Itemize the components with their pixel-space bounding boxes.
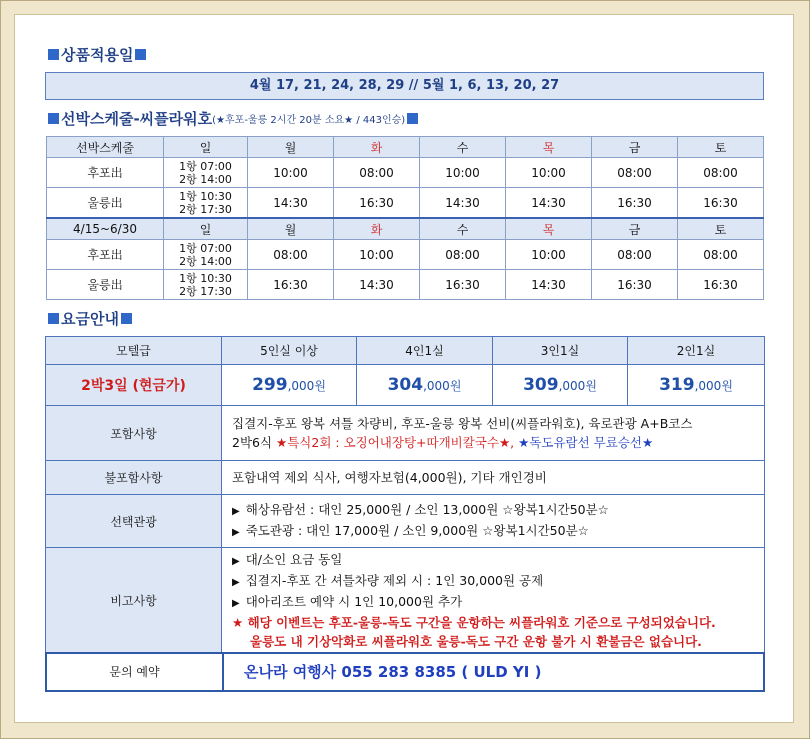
- header-cell: 토: [678, 137, 764, 158]
- price-main: 304: [387, 375, 424, 395]
- trip-times: [164, 270, 248, 300]
- included-line: 집결지-후포 왕복 셔틀 차량비, 후포-울릉 왕복 선비(씨플라워호), 육로관광 A+B코스: [232, 416, 693, 431]
- list-item: [232, 521, 754, 542]
- time-cell: 08:00: [420, 240, 506, 270]
- section-note: (★후포-울릉 2시간 20분 소요★ / 443인승): [212, 115, 406, 126]
- price-unit: ,000원: [558, 379, 597, 393]
- time-cell: 10:00: [334, 240, 420, 270]
- time-cell: 14:30: [506, 270, 592, 300]
- triangle-bullet-icon: ▶: [232, 556, 240, 567]
- header-cell: 화: [334, 137, 420, 158]
- header-cell: 3인1실: [493, 337, 628, 365]
- trip-2: 2항 17:30: [179, 284, 232, 298]
- time-cell: 10:00: [248, 158, 334, 188]
- time-cell: 16:30: [592, 270, 678, 300]
- header-cell: 월: [248, 218, 334, 240]
- time-cell: 16:30: [420, 270, 506, 300]
- triangle-bullet-icon: ▶: [232, 598, 240, 609]
- header-cell: 4/15~6/30: [47, 218, 164, 240]
- header-cell: 일: [164, 218, 248, 240]
- trip-1: 1항 07:00: [179, 241, 232, 255]
- list-item: [232, 613, 754, 632]
- time-cell: 08:00: [678, 240, 764, 270]
- refund-note: 울릉도 내 기상악화로 씨플라워호 울릉-독도 구간 운항 불가 시 환불금은 없습니다.: [250, 634, 702, 649]
- included-row: [46, 406, 765, 461]
- time-cell: 14:30: [506, 188, 592, 219]
- price-unit: ,000원: [694, 379, 733, 393]
- table-row: [47, 158, 764, 188]
- row-label: 포함사항: [46, 406, 222, 461]
- triangle-bullet-icon: ▶: [232, 577, 240, 588]
- schedule-header-row: [47, 218, 764, 240]
- row-label: 후포出: [47, 240, 164, 270]
- table-row: [47, 270, 764, 300]
- triangle-bullet-icon: ▶: [232, 527, 240, 538]
- ship-schedule-table: [46, 136, 764, 300]
- optional-item: 죽도관광 : 대인 17,000원 / 소인 9,000원 ☆왕복1시간50분☆: [245, 523, 589, 538]
- row-label: 불포함사항: [46, 461, 222, 495]
- time-cell: 08:00: [592, 158, 678, 188]
- price-main: 299: [252, 375, 288, 395]
- list-item: [232, 500, 754, 521]
- time-cell: 10:00: [420, 158, 506, 188]
- event-note: 해당 이벤트는 후포-울릉-독도 구간을 운항하는 씨플라워호 기준으로 구성되었습니다.: [247, 615, 716, 630]
- time-cell: 16:30: [678, 270, 764, 300]
- header-cell: 일: [164, 137, 248, 158]
- section-title-text: 요금안내: [61, 310, 119, 328]
- header-cell: 수: [420, 137, 506, 158]
- fare-table: [45, 336, 765, 654]
- remarks-row: [46, 548, 765, 654]
- price-cell: [493, 365, 628, 406]
- header-cell: 모텔급: [46, 337, 222, 365]
- header-cell: 금: [592, 137, 678, 158]
- price-main: 319: [659, 375, 695, 395]
- list-item: [232, 550, 754, 571]
- time-cell: 10:00: [506, 240, 592, 270]
- header-cell: 목: [506, 218, 592, 240]
- excluded-content: 포함내역 제외 식사, 여행자보험(4,000원), 기타 개인경비: [222, 461, 765, 495]
- header-cell: 수: [420, 218, 506, 240]
- trip-1: 1항 10:30: [179, 271, 232, 285]
- time-cell: 08:00: [592, 240, 678, 270]
- time-cell: 08:00: [678, 158, 764, 188]
- free-cruise-note: ★독도유람선 무료승선★: [514, 435, 654, 450]
- time-cell: 14:30: [334, 270, 420, 300]
- header-cell: 월: [248, 137, 334, 158]
- price-cell: [628, 365, 765, 406]
- square-bullet-icon: [48, 313, 59, 324]
- section-title-schedule: [46, 108, 420, 129]
- price-unit: ,000원: [423, 379, 462, 393]
- row-label: 울릉出: [47, 188, 164, 219]
- included-meals: 2박6식: [232, 435, 277, 450]
- time-cell: 16:30: [592, 188, 678, 219]
- contact-label: 문의 예약: [47, 654, 224, 690]
- list-item: [232, 592, 754, 613]
- trip-times: [164, 240, 248, 270]
- included-line: [232, 433, 754, 452]
- fare-header-row: [46, 337, 765, 365]
- time-cell: 14:30: [420, 188, 506, 219]
- remarks-content: [222, 548, 765, 654]
- package-cell: [46, 365, 222, 406]
- list-item: [232, 571, 754, 592]
- time-cell: 14:30: [248, 188, 334, 219]
- section-title-dates: [46, 44, 148, 65]
- schedule-header-row: [47, 137, 764, 158]
- header-cell: 금: [592, 218, 678, 240]
- optional-row: [46, 495, 765, 548]
- price-cell: [222, 365, 357, 406]
- time-cell: 08:00: [248, 240, 334, 270]
- section-title-fares: [46, 308, 134, 329]
- time-cell: 16:30: [334, 188, 420, 219]
- time-cell: 10:00: [506, 158, 592, 188]
- included-content: [222, 406, 765, 461]
- optional-content: [222, 495, 765, 548]
- header-cell: 4인1실: [357, 337, 493, 365]
- excluded-row: [46, 461, 765, 495]
- trip-2: 2항 17:30: [179, 202, 232, 216]
- header-cell: 목: [506, 137, 592, 158]
- star-icon: ★: [232, 615, 248, 630]
- time-cell: 08:00: [334, 158, 420, 188]
- header-cell: 선박스케줄: [47, 137, 164, 158]
- price-unit: ,000원: [287, 379, 326, 393]
- row-label: 비고사항: [46, 548, 222, 654]
- table-row: [47, 188, 764, 219]
- triangle-bullet-icon: ▶: [232, 506, 240, 517]
- row-label: 선택관광: [46, 495, 222, 548]
- remark-item: 대/소인 요금 동일: [245, 552, 343, 567]
- square-bullet-icon: [135, 49, 146, 60]
- row-label: 울릉出: [47, 270, 164, 300]
- special-meal-note: ★특식2회 : 오징어내장탕+따개비칼국수★,: [276, 435, 515, 450]
- trip-2: 2항 14:00: [179, 172, 232, 186]
- square-bullet-icon: [48, 113, 59, 124]
- header-cell: 2인1실: [628, 337, 765, 365]
- contact-info: 온나라 여행사 055 283 8385 ( ULD YI ): [244, 663, 542, 681]
- applicable-dates: 4월 17, 21, 24, 28, 29 // 5월 1, 6, 13, 20, 27: [45, 72, 764, 100]
- price-row: [46, 365, 765, 406]
- trip-times: [164, 188, 248, 219]
- row-label: 후포出: [47, 158, 164, 188]
- table-row: [47, 240, 764, 270]
- package-label: 2박3일 (현금가): [81, 378, 186, 394]
- trip-1: 1항 07:00: [179, 159, 232, 173]
- section-title-text: 상품적용일: [61, 46, 134, 64]
- square-bullet-icon: [48, 49, 59, 60]
- header-cell: 토: [678, 218, 764, 240]
- trip-1: 1항 10:30: [179, 189, 232, 203]
- header-cell: 화: [334, 218, 420, 240]
- remark-item: 집결지-후포 간 셔틀차량 제외 시 : 1인 30,000원 공제: [245, 573, 544, 588]
- trip-times: [164, 158, 248, 188]
- optional-item: 해상유람선 : 대인 25,000원 / 소인 13,000원 ☆왕복1시간50분☆: [245, 502, 609, 517]
- price-cell: [357, 365, 493, 406]
- time-cell: 16:30: [248, 270, 334, 300]
- square-bullet-icon: [407, 113, 418, 124]
- trip-2: 2항 14:00: [179, 254, 232, 268]
- time-cell: 16:30: [678, 188, 764, 219]
- price-main: 309: [523, 375, 559, 395]
- remark-item: 대아리조트 예약 시 1인 10,000원 추가: [245, 594, 463, 609]
- contact-box: [45, 652, 765, 692]
- square-bullet-icon: [121, 313, 132, 324]
- section-title-text: 선박스케줄-씨플라워호: [61, 110, 213, 128]
- header-cell: 5인실 이상: [222, 337, 357, 365]
